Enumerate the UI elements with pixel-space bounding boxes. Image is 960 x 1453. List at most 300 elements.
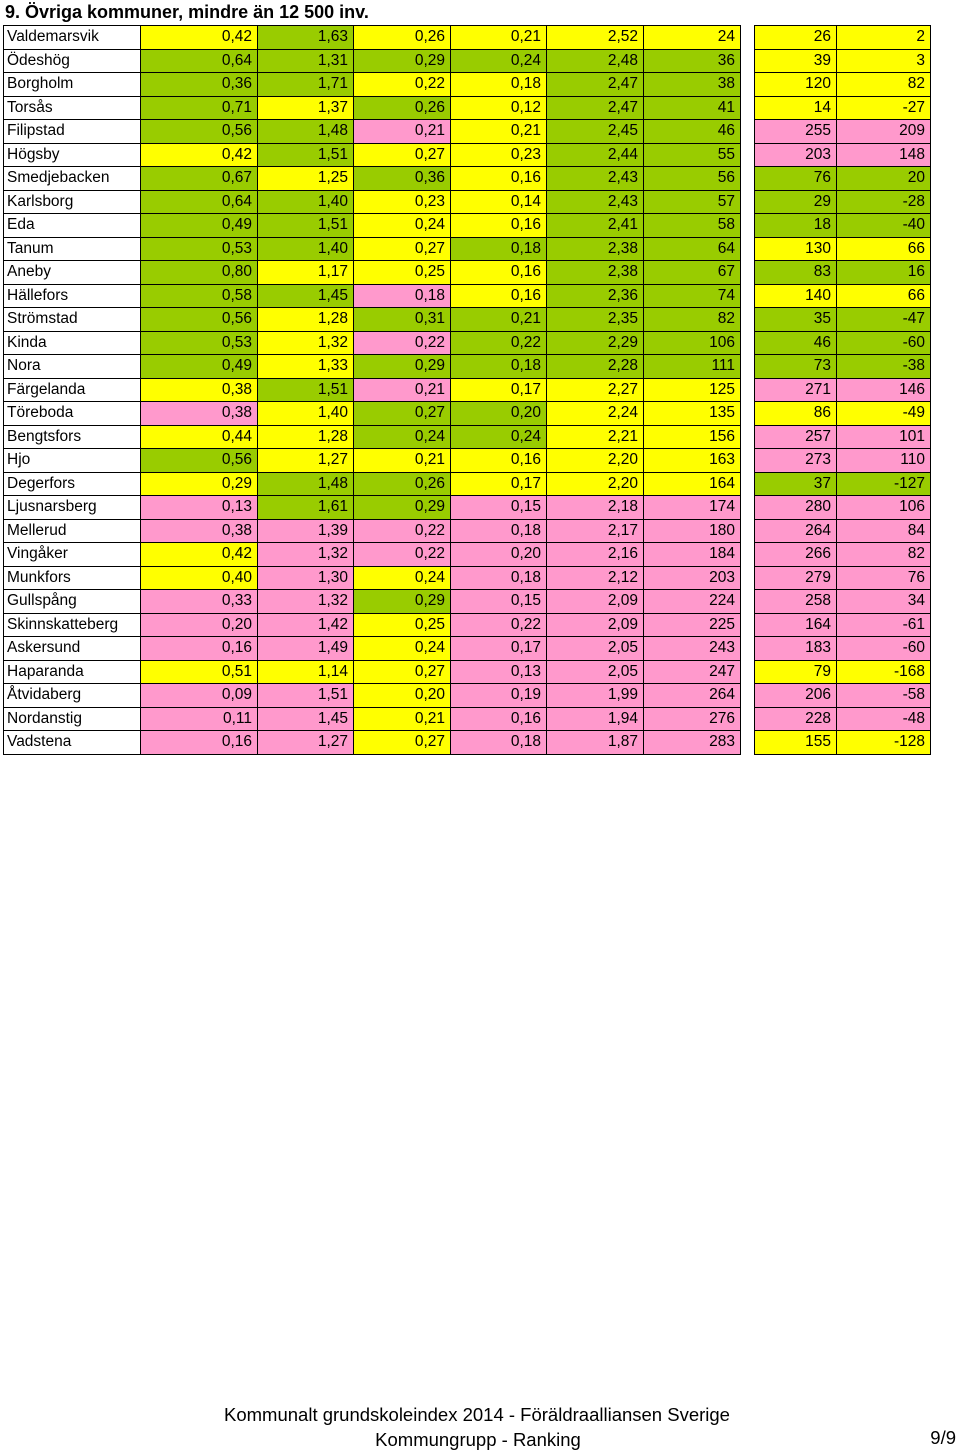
value-cell: 57 (644, 190, 741, 214)
municipality-name: Gullspång (4, 590, 141, 614)
rank-cell: 29 (755, 190, 837, 214)
rank-cell: 264 (755, 519, 837, 543)
value-cell: 0,56 (141, 120, 258, 144)
value-cell: 1,48 (258, 472, 354, 496)
value-cell: 283 (644, 731, 741, 755)
table-row (4, 261, 741, 285)
rank-cell: 86 (755, 402, 837, 426)
value-cell: 0,21 (354, 707, 451, 731)
rank-cell: 79 (755, 660, 837, 684)
rank-cell: 203 (755, 143, 837, 167)
value-cell: 0,21 (354, 378, 451, 402)
value-cell: 0,29 (354, 355, 451, 379)
rank-cell: 140 (755, 284, 837, 308)
value-cell: 0,20 (451, 402, 547, 426)
value-cell: 2,47 (547, 96, 644, 120)
value-cell: 0,42 (141, 143, 258, 167)
value-cell: 0,25 (354, 613, 451, 637)
value-cell: 0,27 (354, 731, 451, 755)
value-cell: 0,29 (354, 49, 451, 73)
table-row (755, 707, 931, 731)
value-cell: 2,09 (547, 590, 644, 614)
value-cell: 1,48 (258, 120, 354, 144)
value-cell: 1,39 (258, 519, 354, 543)
value-cell: 0,20 (354, 684, 451, 708)
rank-cell: 279 (755, 566, 837, 590)
value-cell: 0,26 (354, 96, 451, 120)
value-cell: 0,29 (141, 472, 258, 496)
value-cell: 0,09 (141, 684, 258, 708)
value-cell: 56 (644, 167, 741, 191)
rank-change-cell: -27 (837, 96, 931, 120)
value-cell: 0,29 (354, 496, 451, 520)
value-cell: 1,25 (258, 167, 354, 191)
value-cell: 180 (644, 519, 741, 543)
value-cell: 0,26 (354, 472, 451, 496)
value-cell: 0,17 (451, 637, 547, 661)
value-cell: 41 (644, 96, 741, 120)
value-cell: 0,49 (141, 214, 258, 238)
value-cell: 0,18 (354, 284, 451, 308)
table-row (755, 143, 931, 167)
rank-change-cell: 84 (837, 519, 931, 543)
table-row (4, 378, 741, 402)
rank-cell: 35 (755, 308, 837, 332)
table-row (755, 73, 931, 97)
table-row (4, 167, 741, 191)
rank-change-table (754, 25, 931, 755)
municipality-name: Haparanda (4, 660, 141, 684)
value-cell: 2,38 (547, 237, 644, 261)
table-row (4, 190, 741, 214)
rank-cell: 73 (755, 355, 837, 379)
table-row (755, 660, 931, 684)
municipality-name: Askersund (4, 637, 141, 661)
value-cell: 0,12 (451, 96, 547, 120)
value-cell: 0,49 (141, 355, 258, 379)
municipality-name: Borgholm (4, 73, 141, 97)
table-row (755, 355, 931, 379)
value-cell: 2,44 (547, 143, 644, 167)
value-cell: 0,16 (451, 284, 547, 308)
municipality-name: Torsås (4, 96, 141, 120)
table-row (755, 472, 931, 496)
value-cell: 0,22 (354, 543, 451, 567)
municipality-name: Bengtsfors (4, 425, 141, 449)
value-cell: 1,51 (258, 214, 354, 238)
value-cell: 0,42 (141, 26, 258, 50)
rank-cell: 46 (755, 331, 837, 355)
rank-change-cell: 148 (837, 143, 931, 167)
value-cell: 0,22 (354, 519, 451, 543)
rank-change-cell: 3 (837, 49, 931, 73)
table-row (4, 355, 741, 379)
municipality-name: Nora (4, 355, 141, 379)
municipality-name: Mellerud (4, 519, 141, 543)
rank-cell: 76 (755, 167, 837, 191)
value-cell: 82 (644, 308, 741, 332)
value-cell: 0,38 (141, 519, 258, 543)
table-row (755, 331, 931, 355)
value-cell: 184 (644, 543, 741, 567)
municipality-name: Töreboda (4, 402, 141, 426)
rank-change-cell: -61 (837, 613, 931, 637)
value-cell: 58 (644, 214, 741, 238)
table-row (755, 543, 931, 567)
value-cell: 0,26 (354, 26, 451, 50)
table-row (4, 237, 741, 261)
value-cell: 0,21 (354, 449, 451, 473)
value-cell: 1,33 (258, 355, 354, 379)
value-cell: 0,80 (141, 261, 258, 285)
value-cell: 156 (644, 425, 741, 449)
value-cell: 2,20 (547, 472, 644, 496)
table-row (755, 167, 931, 191)
value-cell: 2,21 (547, 425, 644, 449)
value-cell: 46 (644, 120, 741, 144)
table-row (4, 26, 741, 50)
rank-cell: 37 (755, 472, 837, 496)
table-row (4, 660, 741, 684)
municipality-name: Kinda (4, 331, 141, 355)
value-cell: 0,20 (451, 543, 547, 567)
value-cell: 1,40 (258, 190, 354, 214)
rank-cell: 164 (755, 613, 837, 637)
table-row (755, 96, 931, 120)
value-cell: 0,18 (451, 731, 547, 755)
table-row (4, 96, 741, 120)
value-cell: 38 (644, 73, 741, 97)
rank-change-cell: -49 (837, 402, 931, 426)
municipality-name: Ljusnarsberg (4, 496, 141, 520)
rank-change-cell: 82 (837, 543, 931, 567)
table-row (4, 613, 741, 637)
value-cell: 0,38 (141, 402, 258, 426)
value-cell: 1,45 (258, 707, 354, 731)
value-cell: 0,38 (141, 378, 258, 402)
table-row (755, 190, 931, 214)
table-row (4, 331, 741, 355)
rank-cell: 266 (755, 543, 837, 567)
value-cell: 225 (644, 613, 741, 637)
value-cell: 0,51 (141, 660, 258, 684)
value-cell: 0,21 (451, 26, 547, 50)
municipality-name: Vingåker (4, 543, 141, 567)
value-cell: 0,64 (141, 190, 258, 214)
table-row (4, 684, 741, 708)
value-cell: 2,36 (547, 284, 644, 308)
table-row (4, 519, 741, 543)
table-row (755, 449, 931, 473)
value-cell: 24 (644, 26, 741, 50)
value-cell: 0,29 (354, 590, 451, 614)
rank-cell: 271 (755, 378, 837, 402)
value-cell: 1,49 (258, 637, 354, 661)
table-row (4, 637, 741, 661)
table-row (755, 496, 931, 520)
municipality-name: Åtvidaberg (4, 684, 141, 708)
value-cell: 0,16 (451, 261, 547, 285)
table-row (4, 214, 741, 238)
value-cell: 2,09 (547, 613, 644, 637)
value-cell: 64 (644, 237, 741, 261)
value-cell: 0,16 (451, 167, 547, 191)
municipality-name: Nordanstig (4, 707, 141, 731)
value-cell: 224 (644, 590, 741, 614)
rank-change-cell: -58 (837, 684, 931, 708)
value-cell: 0,16 (451, 214, 547, 238)
table-row (4, 449, 741, 473)
value-cell: 0,24 (354, 214, 451, 238)
municipality-name: Degerfors (4, 472, 141, 496)
value-cell: 264 (644, 684, 741, 708)
footer-publisher: Kommunalt grundskoleindex 2014 - Föräldraalliansen Sverige (224, 1404, 730, 1425)
value-cell: 1,32 (258, 331, 354, 355)
footer-subtitle: Kommungrupp - Ranking (375, 1429, 581, 1450)
rank-cell: 39 (755, 49, 837, 73)
table-row (4, 590, 741, 614)
table-row (755, 519, 931, 543)
municipality-name: Filipstad (4, 120, 141, 144)
index-table (3, 25, 741, 755)
value-cell: 1,42 (258, 613, 354, 637)
table-row (755, 308, 931, 332)
rank-change-cell: -168 (837, 660, 931, 684)
value-cell: 1,51 (258, 378, 354, 402)
value-cell: 163 (644, 449, 741, 473)
value-cell: 0,24 (354, 425, 451, 449)
value-cell: 0,27 (354, 143, 451, 167)
value-cell: 164 (644, 472, 741, 496)
rank-cell: 280 (755, 496, 837, 520)
rank-cell: 83 (755, 261, 837, 285)
value-cell: 2,48 (547, 49, 644, 73)
value-cell: 0,22 (354, 331, 451, 355)
value-cell: 1,28 (258, 308, 354, 332)
municipality-name: Ödeshög (4, 49, 141, 73)
rank-change-cell: -127 (837, 472, 931, 496)
value-cell: 203 (644, 566, 741, 590)
value-cell: 1,40 (258, 402, 354, 426)
table-row (4, 543, 741, 567)
value-cell: 0,18 (451, 566, 547, 590)
value-cell: 0,15 (451, 496, 547, 520)
value-cell: 0,11 (141, 707, 258, 731)
value-cell: 1,27 (258, 731, 354, 755)
table-row (4, 308, 741, 332)
value-cell: 0,36 (141, 73, 258, 97)
value-cell: 0,27 (354, 237, 451, 261)
value-cell: 0,27 (354, 660, 451, 684)
value-cell: 0,33 (141, 590, 258, 614)
municipality-name: Strömstad (4, 308, 141, 332)
table-row (755, 26, 931, 50)
value-cell: 0,24 (354, 566, 451, 590)
value-cell: 1,32 (258, 543, 354, 567)
value-cell: 0,18 (451, 355, 547, 379)
rank-cell: 120 (755, 73, 837, 97)
table-row (755, 425, 931, 449)
value-cell: 1,30 (258, 566, 354, 590)
municipality-name: Smedjebacken (4, 167, 141, 191)
value-cell: 1,94 (547, 707, 644, 731)
value-cell: 0,67 (141, 167, 258, 191)
value-cell: 0,53 (141, 237, 258, 261)
value-cell: 0,24 (451, 49, 547, 73)
municipality-name: Karlsborg (4, 190, 141, 214)
municipality-name: Eda (4, 214, 141, 238)
table-row (755, 261, 931, 285)
value-cell: 2,43 (547, 167, 644, 191)
rank-cell: 155 (755, 731, 837, 755)
value-cell: 67 (644, 261, 741, 285)
municipality-name: Valdemarsvik (4, 26, 141, 50)
value-cell: 0,31 (354, 308, 451, 332)
table-row (4, 425, 741, 449)
rank-change-cell: 146 (837, 378, 931, 402)
rank-cell: 206 (755, 684, 837, 708)
rank-cell: 183 (755, 637, 837, 661)
municipality-name: Munkfors (4, 566, 141, 590)
value-cell: 0,40 (141, 566, 258, 590)
value-cell: 0,17 (451, 378, 547, 402)
value-cell: 1,27 (258, 449, 354, 473)
value-cell: 0,53 (141, 331, 258, 355)
rank-change-cell: 2 (837, 26, 931, 50)
value-cell: 2,24 (547, 402, 644, 426)
rank-cell: 257 (755, 425, 837, 449)
rank-change-cell: -40 (837, 214, 931, 238)
value-cell: 1,17 (258, 261, 354, 285)
value-cell: 2,43 (547, 190, 644, 214)
rank-change-cell: 20 (837, 167, 931, 191)
value-cell: 0,14 (451, 190, 547, 214)
table-row (755, 214, 931, 238)
value-cell: 111 (644, 355, 741, 379)
value-cell: 36 (644, 49, 741, 73)
value-cell: 2,05 (547, 660, 644, 684)
value-cell: 0,64 (141, 49, 258, 73)
value-cell: 0,23 (354, 190, 451, 214)
value-cell: 1,51 (258, 143, 354, 167)
value-cell: 2,28 (547, 355, 644, 379)
table-row (755, 637, 931, 661)
municipality-name: Vadstena (4, 731, 141, 755)
value-cell: 1,40 (258, 237, 354, 261)
value-cell: 0,13 (141, 496, 258, 520)
value-cell: 0,15 (451, 590, 547, 614)
table-row (4, 707, 741, 731)
value-cell: 2,52 (547, 26, 644, 50)
rank-change-cell: -60 (837, 331, 931, 355)
value-cell: 0,58 (141, 284, 258, 308)
table-row (4, 73, 741, 97)
value-cell: 55 (644, 143, 741, 167)
rank-change-cell: 34 (837, 590, 931, 614)
value-cell: 0,16 (141, 637, 258, 661)
value-cell: 0,19 (451, 684, 547, 708)
value-cell: 0,24 (451, 425, 547, 449)
page-title: 9. Övriga kommuner, mindre än 12 500 inv. (5, 2, 369, 22)
value-cell: 0,21 (451, 308, 547, 332)
value-cell: 2,38 (547, 261, 644, 285)
value-cell: 1,63 (258, 26, 354, 50)
table-row (4, 402, 741, 426)
table-row (755, 731, 931, 755)
rank-change-cell: 82 (837, 73, 931, 97)
value-cell: 0,36 (354, 167, 451, 191)
rank-change-cell: 16 (837, 261, 931, 285)
value-cell: 0,56 (141, 308, 258, 332)
rank-cell: 14 (755, 96, 837, 120)
value-cell: 2,18 (547, 496, 644, 520)
table-row (4, 566, 741, 590)
table-row (4, 49, 741, 73)
value-cell: 0,21 (354, 120, 451, 144)
value-cell: 2,35 (547, 308, 644, 332)
value-cell: 2,45 (547, 120, 644, 144)
rank-cell: 26 (755, 26, 837, 50)
municipality-name: Hjo (4, 449, 141, 473)
value-cell: 0,42 (141, 543, 258, 567)
table-row (4, 120, 741, 144)
rank-change-cell: 110 (837, 449, 931, 473)
value-cell: 174 (644, 496, 741, 520)
value-cell: 1,51 (258, 684, 354, 708)
value-cell: 0,20 (141, 613, 258, 637)
table-row (755, 566, 931, 590)
value-cell: 0,17 (451, 472, 547, 496)
value-cell: 0,27 (354, 402, 451, 426)
table-row (755, 120, 931, 144)
value-cell: 0,71 (141, 96, 258, 120)
municipality-name: Färgelanda (4, 378, 141, 402)
value-cell: 1,37 (258, 96, 354, 120)
value-cell: 0,18 (451, 519, 547, 543)
value-cell: 0,22 (354, 73, 451, 97)
rank-change-cell: 209 (837, 120, 931, 144)
table-row (4, 143, 741, 167)
value-cell: 0,56 (141, 449, 258, 473)
municipality-name: Tanum (4, 237, 141, 261)
value-cell: 0,16 (451, 449, 547, 473)
rank-cell: 130 (755, 237, 837, 261)
value-cell: 1,28 (258, 425, 354, 449)
value-cell: 125 (644, 378, 741, 402)
table-row (755, 402, 931, 426)
value-cell: 1,32 (258, 590, 354, 614)
value-cell: 2,20 (547, 449, 644, 473)
value-cell: 0,22 (451, 613, 547, 637)
municipality-name: Skinnskatteberg (4, 613, 141, 637)
value-cell: 2,05 (547, 637, 644, 661)
value-cell: 0,18 (451, 73, 547, 97)
rank-change-cell: 66 (837, 284, 931, 308)
value-cell: 0,16 (141, 731, 258, 755)
value-cell: 2,12 (547, 566, 644, 590)
rank-change-cell: 76 (837, 566, 931, 590)
value-cell: 0,44 (141, 425, 258, 449)
page-number: 9/9 (930, 1427, 956, 1448)
rank-cell: 18 (755, 214, 837, 238)
table-row (755, 49, 931, 73)
rank-change-cell: 101 (837, 425, 931, 449)
value-cell: 135 (644, 402, 741, 426)
table-row (4, 284, 741, 308)
value-cell: 0,23 (451, 143, 547, 167)
table-row (755, 237, 931, 261)
table-row (4, 496, 741, 520)
